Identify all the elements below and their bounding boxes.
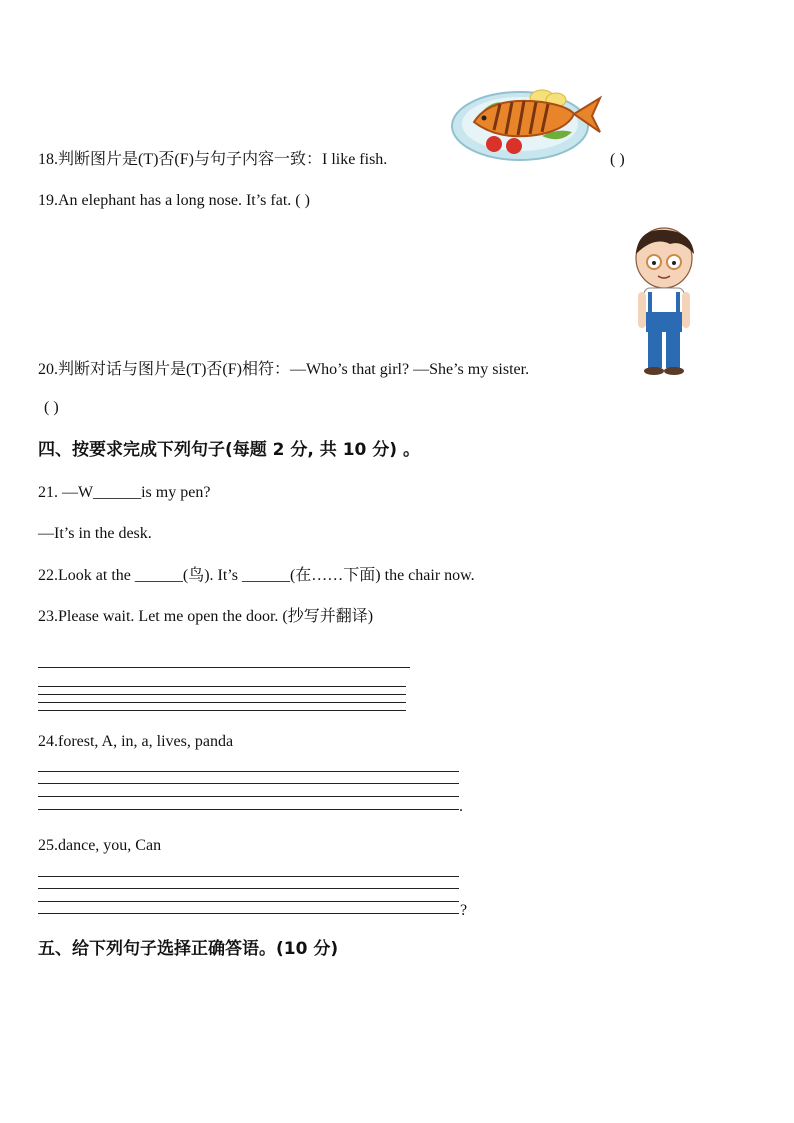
answer-line[interactable]	[38, 667, 410, 668]
answer-line[interactable]	[38, 913, 459, 914]
answer-line[interactable]	[38, 771, 459, 772]
question-19-text: 19.An elephant has a long nose. It’s fat. ( )	[38, 192, 310, 209]
answer-line[interactable]	[38, 809, 459, 810]
fish-plate-image	[450, 84, 602, 166]
question-24-end-mark: .	[459, 798, 463, 815]
answer-line[interactable]	[38, 686, 406, 687]
answer-line[interactable]	[38, 796, 459, 797]
question-20-answer[interactable]: ( )	[44, 399, 59, 416]
question-22-text: 22.Look at the ______(鸟). It’s ______(在……下面) the chair now.	[38, 567, 475, 584]
answer-line[interactable]	[38, 901, 459, 902]
question-21-line-2: —It’s in the desk.	[38, 525, 152, 542]
question-25-text: 25.dance, you, Can	[38, 837, 162, 854]
question-23-text: 23.Please wait. Let me open the door. (抄写并翻译)	[38, 608, 374, 625]
question-20-text: 20.判断对话与图片是(T)否(F)相符：—Who’s that girl? —She’s my sister.	[38, 361, 530, 378]
question-21-line-1: 21. —W______is my pen?	[38, 484, 211, 501]
question-25-end-mark: ?	[460, 902, 468, 919]
question-18-text: 18.判断图片是(T)否(F)与句子内容一致：I like fish.	[38, 151, 388, 168]
answer-line[interactable]	[38, 694, 406, 695]
answer-line[interactable]	[38, 783, 459, 784]
section-5-title: 五、给下列句子选择正确答语。(10 分)	[38, 939, 339, 959]
cartoon-boy-image	[628, 226, 700, 376]
question-18-answer[interactable]: ( )	[610, 151, 625, 168]
answer-line[interactable]	[38, 888, 459, 889]
answer-line[interactable]	[38, 876, 459, 877]
question-24-text: 24.forest, A, in, a, lives, panda	[38, 733, 234, 750]
section-4-title: 四、按要求完成下列句子(每题 2 分, 共 10 分) 。	[38, 440, 420, 460]
answer-line[interactable]	[38, 702, 406, 703]
answer-line[interactable]	[38, 710, 406, 711]
